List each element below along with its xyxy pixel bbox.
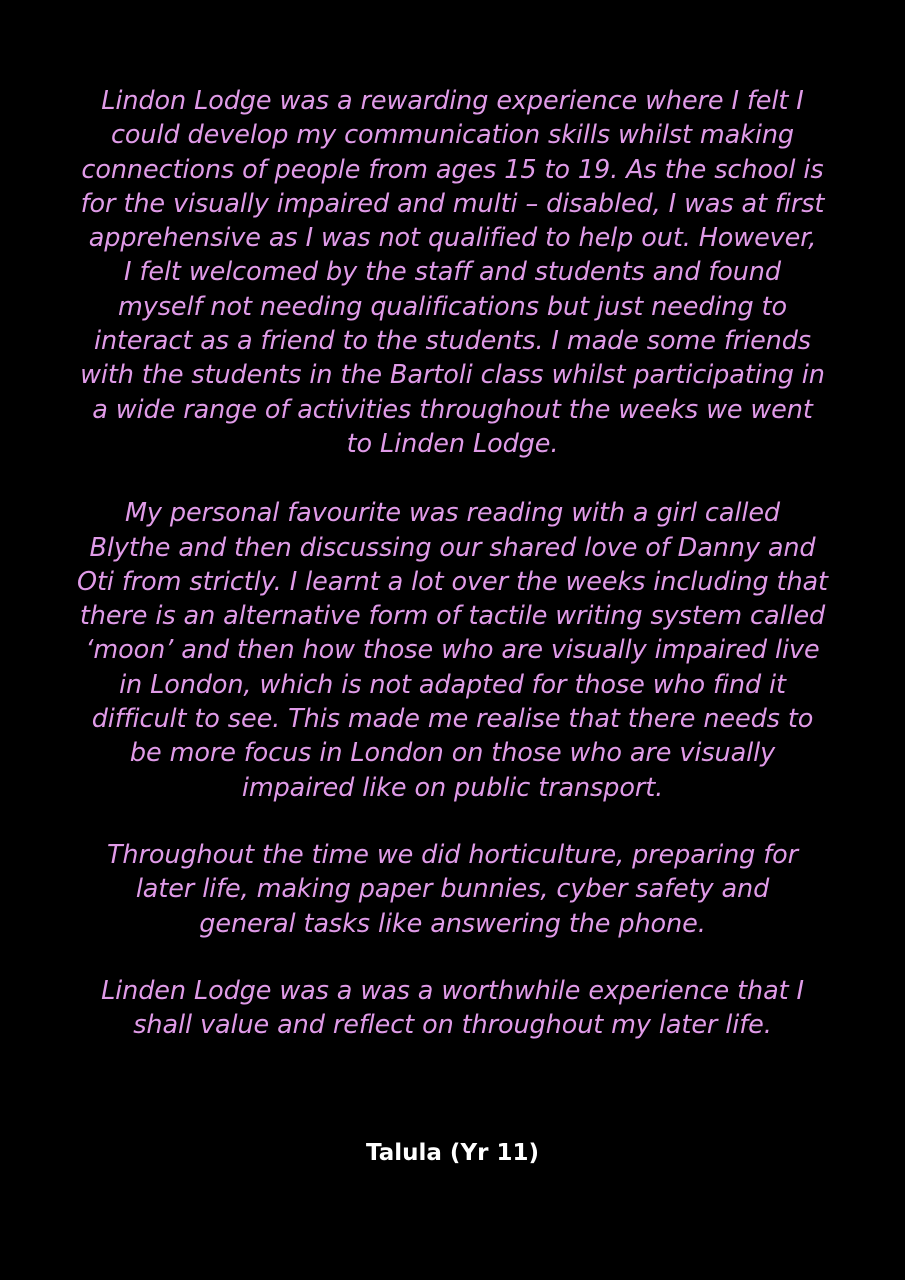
paragraph-1 [18, 84, 887, 461]
paragraph-line: Linden Lodge was a was a worthwhile experience that I [101, 975, 804, 1006]
paragraph-line: Blythe and then discussing our shared love of Danny and [89, 532, 816, 563]
paragraph-line: with the students in the Bartoli class whilst participating in [80, 360, 825, 391]
paragraph-line: general tasks like answering the phone. [199, 908, 706, 939]
paragraph-line: My personal favourite was reading with a girl called [124, 498, 780, 529]
paragraph-spacer [18, 461, 887, 496]
paragraph-line: there is an alternative form of tactile writing system called [79, 601, 826, 632]
paragraph-line: shall value and reflect on throughout my later life. [133, 1010, 772, 1041]
paragraph-line: impaired like on public transport. [241, 772, 664, 803]
paragraph-3 [18, 838, 887, 941]
paragraph-line: Oti from strictly. I learnt a lot over the weeks including that [77, 566, 828, 597]
paragraph-line: Throughout the time we did horticulture, preparing for [106, 839, 799, 870]
paragraph-line: myself not needing qualifications but just needing to [118, 291, 787, 322]
paragraph-line: later life, making paper bunnies, cyber safety and [135, 874, 770, 905]
paragraph-line: ‘moon’ and then how those who are visually impaired live [85, 635, 820, 666]
paragraph-line: interact as a friend to the students. I made some friends [93, 326, 811, 357]
paragraph-line: could develop my communication skills whilst making [111, 120, 794, 151]
paragraph-4 [18, 974, 887, 1043]
paragraph-line: to Linden Lodge. [346, 428, 559, 459]
testimonial-body [18, 84, 887, 1042]
paragraph-line: Lindon Lodge was a rewarding experience where I felt I [101, 86, 804, 116]
paragraph-line: connections of people from ages 15 to 19. As the school is [81, 154, 824, 185]
paragraph-line: a wide range of activities throughout the weeks we went [92, 394, 813, 425]
paragraph-line: apprehensive as I was not qualified to help out. However, [88, 223, 817, 254]
paragraph-line: for the visually impaired and multi – disabled, I was at first [80, 188, 825, 219]
paragraph-spacer [18, 805, 887, 838]
paragraph-2 [18, 496, 887, 805]
paragraph-line: in London, which is not adapted for those who find it [119, 669, 786, 700]
paragraph-line: I felt welcomed by the staff and students and found [124, 257, 781, 288]
paragraph-spacer [18, 941, 887, 974]
author-signature: Talula (Yr 11) [366, 1140, 539, 1166]
paragraph-line: be more focus in London on those who are visually [129, 738, 776, 769]
paragraph-line: difficult to see. This made me realise that there needs to [91, 704, 814, 735]
